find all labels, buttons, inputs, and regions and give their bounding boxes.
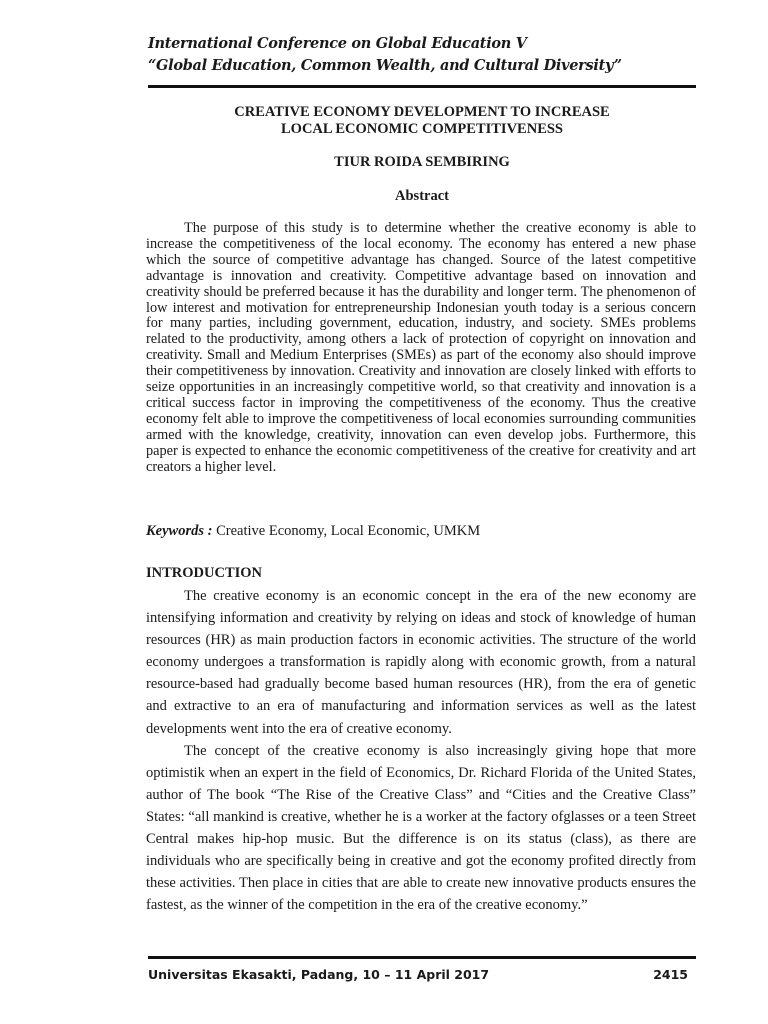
header-rule — [148, 85, 696, 88]
introduction-paragraph-1: The creative economy is an economic concept in the era of the new economy are intensifying information and creativity by relying on ideas and stock of knowledge of human resources (HR) as main production factors in economic activities. The structure of the world economy undergoes a transformation is rapidly along with economic growth, from a natural resource-based had gradually become based human resources (HR), from the era of genetic and extractive to an era of manufacturing and information services as well as the latest developments went into the era of creative economy. — [146, 588, 696, 737]
running-footer — [148, 967, 688, 983]
keywords-value: Creative Economy, Local Economic, UMKM — [216, 523, 481, 539]
abstract-heading: Abstract — [395, 188, 449, 204]
running-header — [148, 33, 708, 77]
footer-venue: Universitas Ekasakti, Padang, 10 – 11 April 2017 — [148, 967, 490, 982]
keywords-line — [146, 522, 696, 540]
page-number: 2415 — [653, 967, 688, 982]
introduction-paragraph-2: The concept of the creative economy is also increasingly giving hope that more optimistik when an expert in the field of Economics, Dr. Richard Florida of the United States, author of The book “The Rise of the Creative Class” and “Cities and the Creative Class” States: “all mankind is creative, whether he is a worker at the factory ofglasses or a teen Street Central makes hip-hop music. But the difference is on its status (class), as there are individuals who are specifically being in creative and got the economy profited directly from these activities. Then place in cities that are able to create new innovative products ensures the fastest, as the winner of the competition in the era of the creative economy.” — [146, 742, 696, 914]
introduction-body — [146, 585, 696, 916]
abstract-text: The purpose of this study is to determine whether the creative economy is able to increase the competitiveness of the local economy. The economy has entered a new phase which the source of competitive advantage has changed. Source of the latest competitive advantage is innovation and creativity. Competitive advantage based on innovation and creativity should be preferred because it has the durability and longer term. The phenomenon of low interest and motivation for entrepreneurship Indonesian youth today is a serious concern for many parties, including government, education, industry, and society. SMEs problems related to the productivity, among others a lack of protection of copyright on innovation and creativity. Small and Medium Enterprises (SMEs) as part of the economy also should improve their competitiveness by innovation. Creativity and innovation are closely linked with efforts to seize opportunities in an increasingly competitive world, so that creativity and innovation is a critical success factor in improving the competitiveness of the economy. Thus the creative economy felt able to improve the competitiveness of local economies surrounding communities armed with the knowledge, creativity, innovation can even develop jobs. Furthermore, this paper is expected to enhance the economic competitiveness of the creative for creativity and art creators a higher level. — [146, 220, 696, 475]
conference-name: International Conference on Global Education V — [148, 35, 527, 52]
conference-theme: “Global Education, Common Wealth, and Cultural Diversity” — [148, 57, 622, 74]
author-name: TIUR ROIDA SEMBIRING — [334, 154, 510, 170]
paper-title — [148, 104, 696, 138]
title-line-2: LOCAL ECONOMIC COMPETITIVENESS — [281, 121, 563, 137]
title-line-1: CREATIVE ECONOMY DEVELOPMENT TO INCREASE — [234, 104, 610, 120]
footer-rule — [148, 956, 696, 959]
keywords-label: Keywords : — [146, 523, 213, 539]
introduction-heading: INTRODUCTION — [146, 565, 263, 581]
